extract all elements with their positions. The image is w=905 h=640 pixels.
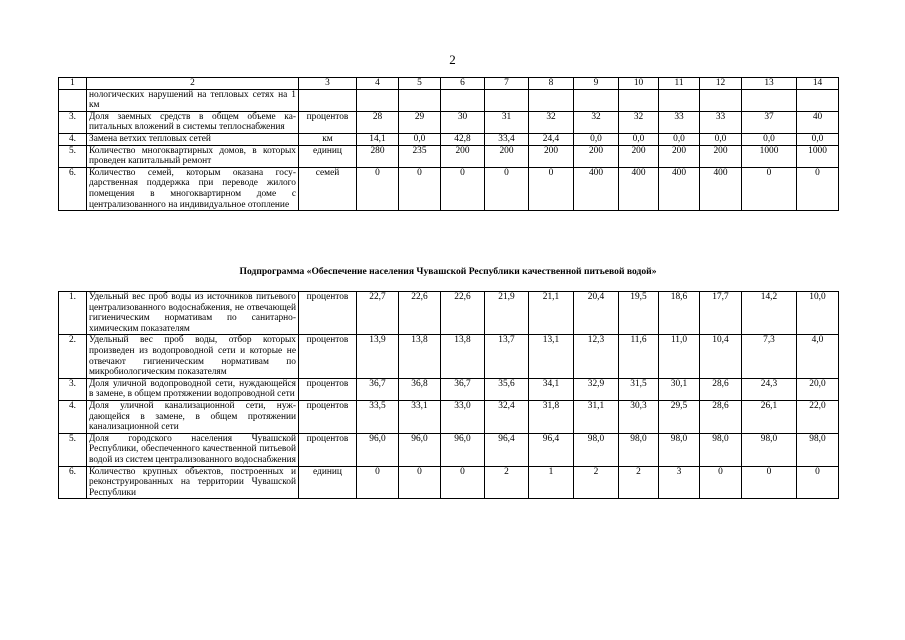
value-cell: 0 <box>797 167 839 210</box>
table-row <box>59 133 839 145</box>
row-number-cell: 3. <box>59 378 87 400</box>
value-cell <box>485 89 529 111</box>
value-cell <box>619 89 659 111</box>
value-cell: 2 <box>485 466 529 499</box>
subprogram-title: Подпрограмма «Обеспечение населения Чувашской Республики качественной питьевой водой» <box>239 266 657 277</box>
value-cell: 32,4 <box>485 400 529 433</box>
value-cell: 10,4 <box>700 335 742 378</box>
value-cell: 34,1 <box>529 378 574 400</box>
header-cell: 2 <box>87 78 299 90</box>
value-cell: 200 <box>659 145 700 167</box>
value-cell: 1000 <box>797 145 839 167</box>
value-cell: 26,1 <box>742 400 797 433</box>
value-cell: 0 <box>700 466 742 499</box>
row-number-cell: 6. <box>59 167 87 210</box>
value-cell <box>700 89 742 111</box>
value-cell: 0 <box>357 466 399 499</box>
indicator-name-cell: Замена ветхих тепловых сетей <box>87 133 299 145</box>
indicator-name-cell: Удельный вес проб воды, отбор которых произведен из водопроводной сети и которые не отвечают гигиеническим нормативам по микробиологическим показателям <box>87 335 299 378</box>
value-cell <box>441 89 485 111</box>
value-cell: 7,3 <box>742 335 797 378</box>
table-row <box>59 167 839 210</box>
value-cell: 36,7 <box>357 378 399 400</box>
value-cell: 18,6 <box>659 292 700 335</box>
table-row <box>59 378 839 400</box>
value-cell: 0,0 <box>574 133 619 145</box>
header-cell: 12 <box>700 78 742 90</box>
value-cell: 33,1 <box>399 400 441 433</box>
value-cell: 0,0 <box>659 133 700 145</box>
value-cell: 0 <box>529 167 574 210</box>
value-cell: 96,0 <box>357 433 399 466</box>
value-cell: 22,0 <box>797 400 839 433</box>
row-number-cell: 6. <box>59 466 87 499</box>
value-cell: 1000 <box>742 145 797 167</box>
value-cell: 3 <box>659 466 700 499</box>
value-cell: 30 <box>441 111 485 133</box>
value-cell: 400 <box>700 167 742 210</box>
value-cell: 96,0 <box>441 433 485 466</box>
value-cell: 24,4 <box>529 133 574 145</box>
value-cell: 32 <box>529 111 574 133</box>
header-cell: 7 <box>485 78 529 90</box>
indicator-name-cell: Доля городского населения Чувашской Республики, обеспеченного качественной питьевой водой из систем централизованного водоснабжения <box>87 433 299 466</box>
value-cell: 98,0 <box>742 433 797 466</box>
value-cell: 0 <box>797 466 839 499</box>
value-cell: 98,0 <box>619 433 659 466</box>
value-cell: 24,3 <box>742 378 797 400</box>
value-cell: 30,1 <box>659 378 700 400</box>
unit-cell: процентов <box>299 335 357 378</box>
indicator-name-cell: Доля уличной канализационной сети, нуждающейся в замене, в общем протяжении канализационной сети <box>87 400 299 433</box>
value-cell: 0,0 <box>399 133 441 145</box>
indicator-name-cell: Удельный вес проб воды из источников питьевого централизованного водоснабжения, не отвечающей гигиеническим нормативам по санитарно-химическим показателям <box>87 292 299 335</box>
value-cell: 13,8 <box>399 335 441 378</box>
value-cell: 0 <box>742 466 797 499</box>
value-cell <box>659 89 700 111</box>
value-cell: 0 <box>441 167 485 210</box>
value-cell: 29,5 <box>659 400 700 433</box>
value-cell: 19,5 <box>619 292 659 335</box>
value-cell: 400 <box>574 167 619 210</box>
header-cell: 8 <box>529 78 574 90</box>
indicator-name-cell: Доля уличной водопроводной сети, нуждающейся в замене, в общем протяжении водопроводной сети <box>87 378 299 400</box>
value-cell: 28,6 <box>700 400 742 433</box>
value-cell: 21,9 <box>485 292 529 335</box>
value-cell: 31,8 <box>529 400 574 433</box>
header-cell: 1 <box>59 78 87 90</box>
header-cell: 3 <box>299 78 357 90</box>
value-cell: 2 <box>574 466 619 499</box>
value-cell: 20,0 <box>797 378 839 400</box>
row-number-cell: 1. <box>59 292 87 335</box>
value-cell: 37 <box>742 111 797 133</box>
indicator-name-cell: Количество многоквартирных домов, в которых проведен капитальный ремонт <box>87 145 299 167</box>
header-cell: 6 <box>441 78 485 90</box>
value-cell: 98,0 <box>574 433 619 466</box>
value-cell: 33 <box>659 111 700 133</box>
value-cell <box>574 89 619 111</box>
indicators-table-heat <box>58 77 839 211</box>
unit-cell: процентов <box>299 400 357 433</box>
unit-cell: процентов <box>299 433 357 466</box>
value-cell: 200 <box>529 145 574 167</box>
row-number-cell: 4. <box>59 133 87 145</box>
value-cell: 200 <box>485 145 529 167</box>
value-cell: 33,0 <box>441 400 485 433</box>
value-cell: 22,6 <box>399 292 441 335</box>
table-header-row <box>59 78 839 90</box>
table-row <box>59 292 839 335</box>
table-row <box>59 111 839 133</box>
value-cell: 20,4 <box>574 292 619 335</box>
value-cell: 40 <box>797 111 839 133</box>
unit-cell <box>299 89 357 111</box>
header-cell: 5 <box>399 78 441 90</box>
value-cell: 96,0 <box>399 433 441 466</box>
value-cell: 13,1 <box>529 335 574 378</box>
value-cell: 200 <box>441 145 485 167</box>
value-cell: 32,9 <box>574 378 619 400</box>
value-cell: 0 <box>441 466 485 499</box>
value-cell: 21,1 <box>529 292 574 335</box>
value-cell: 200 <box>619 145 659 167</box>
value-cell: 32 <box>574 111 619 133</box>
value-cell: 4,0 <box>797 335 839 378</box>
value-cell: 98,0 <box>797 433 839 466</box>
value-cell: 235 <box>399 145 441 167</box>
header-cell: 14 <box>797 78 839 90</box>
value-cell: 31,1 <box>574 400 619 433</box>
value-cell: 36,7 <box>441 378 485 400</box>
value-cell: 42,8 <box>441 133 485 145</box>
row-number-cell: 3. <box>59 111 87 133</box>
value-cell: 12,3 <box>574 335 619 378</box>
value-cell: 31,5 <box>619 378 659 400</box>
table-row <box>59 433 839 466</box>
value-cell: 400 <box>619 167 659 210</box>
unit-cell: процентов <box>299 111 357 133</box>
value-cell: 0,0 <box>742 133 797 145</box>
value-cell: 96,4 <box>529 433 574 466</box>
value-cell: 0 <box>399 466 441 499</box>
unit-cell: процентов <box>299 292 357 335</box>
value-cell: 0,0 <box>797 133 839 145</box>
value-cell: 200 <box>700 145 742 167</box>
value-cell: 32 <box>619 111 659 133</box>
row-number-cell: 2. <box>59 335 87 378</box>
value-cell: 13,9 <box>357 335 399 378</box>
value-cell: 98,0 <box>700 433 742 466</box>
value-cell: 14,1 <box>357 133 399 145</box>
value-cell: 13,7 <box>485 335 529 378</box>
value-cell <box>357 89 399 111</box>
value-cell: 28 <box>357 111 399 133</box>
header-cell: 9 <box>574 78 619 90</box>
indicator-name-cell: Доля заемных средств в общем объеме капитальных вложений в системы теплоснабжения <box>87 111 299 133</box>
table-row <box>59 400 839 433</box>
unit-cell: процентов <box>299 378 357 400</box>
value-cell <box>742 89 797 111</box>
value-cell: 200 <box>574 145 619 167</box>
value-cell: 36,8 <box>399 378 441 400</box>
value-cell: 33 <box>700 111 742 133</box>
value-cell <box>797 89 839 111</box>
value-cell: 22,6 <box>441 292 485 335</box>
row-number-cell: 4. <box>59 400 87 433</box>
value-cell: 33,4 <box>485 133 529 145</box>
indicator-name-cell: Количество семей, которым оказана государственная поддержка при переводе жилого помещения в многоквартирном доме с централизованного на индивидуальное отопление <box>87 167 299 210</box>
value-cell: 0 <box>357 167 399 210</box>
value-cell: 0,0 <box>700 133 742 145</box>
value-cell: 30,3 <box>619 400 659 433</box>
row-number-cell: 5. <box>59 145 87 167</box>
value-cell: 280 <box>357 145 399 167</box>
row-number-cell <box>59 89 87 111</box>
unit-cell: единиц <box>299 145 357 167</box>
value-cell: 22,7 <box>357 292 399 335</box>
value-cell: 96,4 <box>485 433 529 466</box>
header-cell: 13 <box>742 78 797 90</box>
value-cell: 14,2 <box>742 292 797 335</box>
value-cell: 98,0 <box>659 433 700 466</box>
value-cell: 35,6 <box>485 378 529 400</box>
header-cell: 4 <box>357 78 399 90</box>
value-cell <box>529 89 574 111</box>
table-row <box>59 466 839 499</box>
value-cell: 400 <box>659 167 700 210</box>
table-row <box>59 145 839 167</box>
value-cell: 1 <box>529 466 574 499</box>
value-cell: 0 <box>485 167 529 210</box>
header-cell: 10 <box>619 78 659 90</box>
value-cell: 31 <box>485 111 529 133</box>
value-cell: 10,0 <box>797 292 839 335</box>
value-cell: 28,6 <box>700 378 742 400</box>
value-cell: 13,8 <box>441 335 485 378</box>
value-cell: 17,7 <box>700 292 742 335</box>
value-cell: 33,5 <box>357 400 399 433</box>
row-number-cell: 5. <box>59 433 87 466</box>
value-cell: 0,0 <box>619 133 659 145</box>
unit-cell: семей <box>299 167 357 210</box>
header-cell: 11 <box>659 78 700 90</box>
indicator-name-cell: Количество крупных объектов, построенных и реконструированных на территории Чувашской Республики <box>87 466 299 499</box>
value-cell: 29 <box>399 111 441 133</box>
indicator-name-cell: нологических нарушений на тепловых сетях на 1 км <box>87 89 299 111</box>
value-cell: 0 <box>742 167 797 210</box>
value-cell: 11,0 <box>659 335 700 378</box>
unit-cell: км <box>299 133 357 145</box>
value-cell: 0 <box>399 167 441 210</box>
table-row <box>59 335 839 378</box>
table-row <box>59 89 839 111</box>
value-cell: 2 <box>619 466 659 499</box>
value-cell: 11,6 <box>619 335 659 378</box>
indicators-table-water <box>58 291 839 499</box>
page-number: 2 <box>449 52 456 67</box>
unit-cell: единиц <box>299 466 357 499</box>
value-cell <box>399 89 441 111</box>
